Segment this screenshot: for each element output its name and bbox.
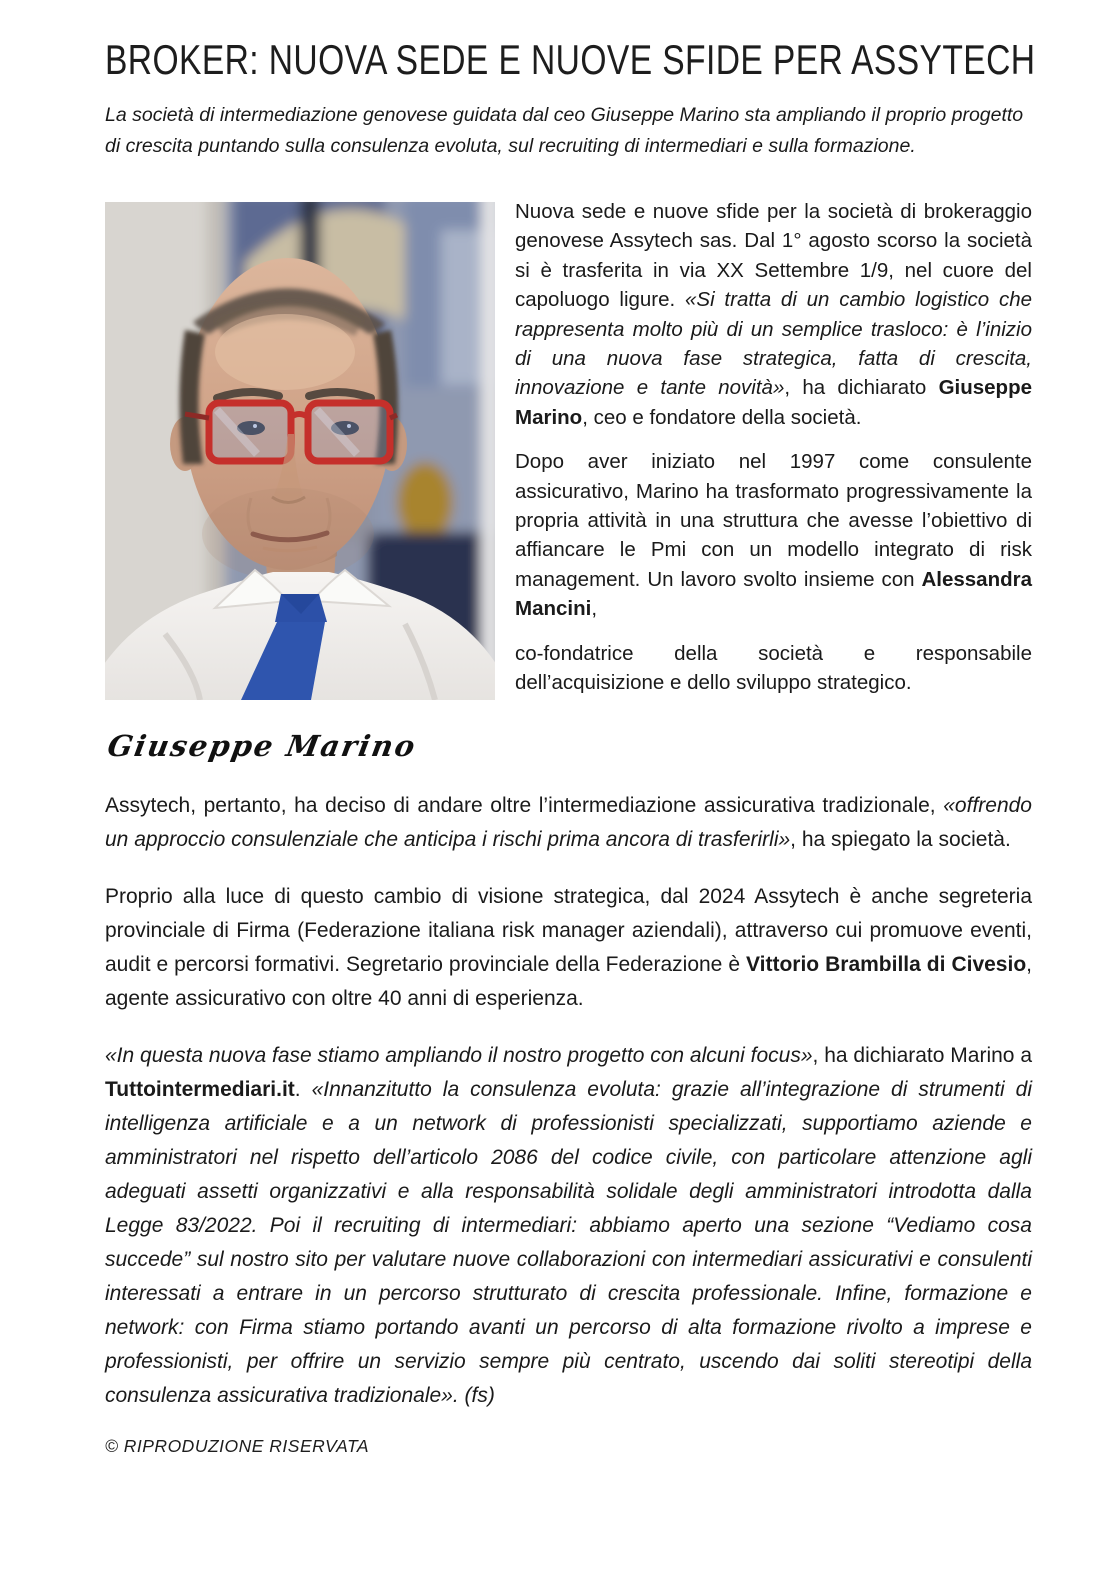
- paragraph: [515, 197, 1032, 432]
- paragraph: [105, 880, 1032, 1016]
- article-subtitle: La società di intermediazione genovese guidata dal ceo Giuseppe Marino sta ampliando il proprio progetto di crescita puntando sulla consulenza evoluta, sul recruiting di intermediari e sulla formazione.: [105, 104, 1024, 157]
- body-paragraphs: [105, 789, 1032, 1413]
- text-run: .: [294, 1077, 312, 1101]
- text-run: , ceo e fondatore della società.: [582, 405, 862, 429]
- lead-paragraphs: [515, 202, 1032, 713]
- text-run: Vittorio Brambilla di Civesio: [746, 952, 1027, 976]
- text-run: Tuttointermediari.it: [105, 1077, 295, 1101]
- text-run: , ha spiegato la società.: [790, 827, 1011, 851]
- paragraph: [515, 447, 1032, 623]
- text-run: Alessandra Mancini: [515, 567, 1032, 621]
- text-run: «Si tratta di un cambio logistico che rappresenta molto più di un semplice trasloco: è l’inizio di una nuova fase strategica, fatta di crescita, innovazione e tante novità»: [515, 288, 1032, 400]
- text-run: , ha dichiarato Marino a: [812, 1043, 1032, 1067]
- paragraph: [515, 639, 1032, 698]
- copyright-notice: © RIPRODUZIONE RISERVATA: [105, 1435, 370, 1456]
- text-run: co-fondatrice della società e responsabile dell’acquisizione e dello sviluppo strategico.: [515, 641, 1032, 695]
- text-run: ,: [591, 597, 598, 621]
- paragraph: [105, 1039, 1032, 1413]
- photo-text-row: [105, 202, 1032, 713]
- portrait-illustration: [105, 202, 495, 700]
- text-run: , agente assicurativo con oltre 40 anni di esperienza.: [105, 952, 1032, 1010]
- paragraph: [105, 789, 1032, 857]
- text-run: Nuova sede e nuove sfide per la società di brokeraggio genovese Assytech sas. Dal 1° agosto scorso la società si è trasferita in via XX Settembre 1/9, nel cuore del capoluogo ligure.: [515, 200, 1032, 312]
- photo-caption: Giuseppe Marino: [105, 728, 420, 763]
- portrait-photo: [105, 202, 495, 700]
- text-run: Proprio alla luce di questo cambio di visione strategica, dal 2024 Assytech è anche segreteria provinciale di Firma (Federazione italiana risk manager aziendali), attraverso cui promuove eventi, audit e percorsi formativi. Segretario provinciale della Federazione è: [105, 884, 1032, 976]
- text-run: , ha dichiarato: [784, 376, 939, 400]
- text-run: «Innanzitutto la consulenza evoluta: grazie all’integrazione di strumenti di intelligenza artificiale e a un network di professionisti specializzati, supportiamo aziende e amministratori nel rispetto dell’articolo 2086 del codice civile, con particolare attenzione agli adeguati assetti organizzativi e alla responsabilità solidale degli amministratori introdotta dalla Legge 83/2022. Poi il recruiting di intermediari: abbiamo aperto una sezione “Vediamo cosa succede” sul nostro sito per valutare nuove collaborazioni con intermediari assicurativi e consulenti interessati a entrare in un percorso strutturato di crescita professionale. Infine, formazione e network: con Firma stiamo portando avanti un percorso di alta formazione rivolto a imprese e professionisti, per offrire un servizio sempre più centrato, uscendo dai soliti stereotipi della consulenza assicurativa tradizionale». (fs): [105, 1077, 1032, 1407]
- text-run: «In questa nuova fase stiamo ampliando il nostro progetto con alcuni focus»: [105, 1043, 813, 1067]
- article-title: BROKER: NUOVA SEDE E NUOVE SFIDE PER ASSYTECH: [105, 36, 1036, 83]
- text-run: Dopo aver iniziato nel 1997 come consulente assicurativo, Marino ha trasformato progressivamente la propria attività in una struttura che avesse l’obiettivo di affiancare le Pmi con un modello integrato di risk management. Un lavoro svolto insieme con: [515, 450, 1032, 591]
- text-run: «offrendo un approccio consulenziale che anticipa i rischi prima ancora di trasferirli»: [105, 793, 1032, 851]
- text-run: Giuseppe Marino: [515, 376, 1032, 429]
- text-run: Assytech, pertanto, ha deciso di andare oltre l’intermediazione assicurativa tradizionale,: [105, 793, 944, 817]
